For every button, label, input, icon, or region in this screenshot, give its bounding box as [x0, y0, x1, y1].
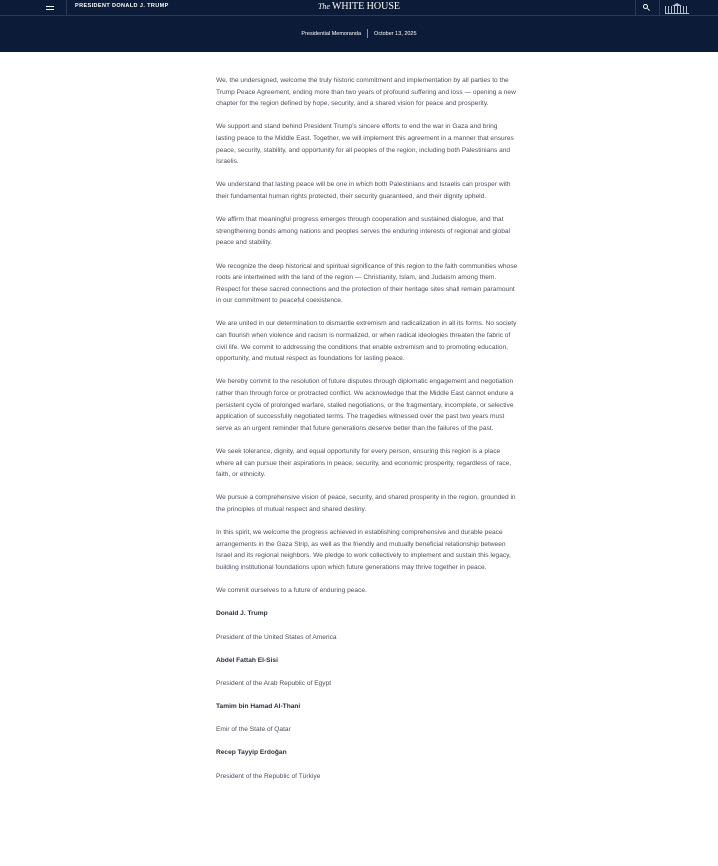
- body-paragraph: We hereby commit to the resolution of future disputes through diplomatic engagement and negotiation rather than through force or protracted conflict. We acknowledge that the Middle East cannot endure a persistent cycle of prolonged warfare, stalled negotiations, or the fragmentary, incomplete, or selective application of successfully negotiated terms. The tragedies witnessed over the past two years must serve as an urgent reminder that future generations deserve better than the failures of the past.: [216, 378, 514, 432]
- president-link[interactable]: PRESIDENT DONALD J. TRUMP: [75, 3, 169, 9]
- body-paragraph: We are united in our determination to dismantle extremism and radicalization in all its forms. No society can flourish when violence and racism is normalized, or when radical ideologies threaten the fabric of civil life. We commit to addressing the conditions that enable extremism and to promoting education, opportunity, and mutual respect as foundations for lasting peace.: [216, 320, 517, 363]
- white-house-emblem-icon: [665, 3, 689, 14]
- signatory-name: Recep Tayyip Erdoğan: [216, 749, 287, 757]
- top-bar: [0, 0, 718, 16]
- divider: [635, 0, 636, 16]
- article-date: October 13, 2025: [374, 30, 417, 37]
- body-paragraph: We recognize the deep historical and spiritual significance of this region to the faith communities whose roots are intertwined with the land of the region — Christianity, Islam, and Judaism among them. Respect for these sacred connections and the protection of their heritage sites shall remain paramount in our commitment to peaceful coexistence.: [216, 262, 518, 305]
- signatory-name: Tamim bin Hamad Al-Thani: [216, 703, 301, 711]
- body-paragraph: We support and stand behind President Trump's sincere efforts to end the war in Gaza and bring lasting peace to the Middle East. Together, we will implement this agreement in a manner that ensures peace, security, stability, and opportunity for all peoples of the region, including both Palestinians and Israelis.: [216, 123, 514, 166]
- signatory-title: President of the Arab Republic of Egypt: [216, 679, 332, 687]
- signatory-title: President of the Republic of Türkiye: [216, 772, 321, 780]
- body-paragraph: We commit ourselves to a future of enduring peace.: [216, 587, 367, 595]
- body-paragraph: We, the undersigned, welcome the truly historic commitment and implementation by all parties to the Trump Peace Agreement, ending more than two years of profound suffering and loss — opening a new chapter for the region defined by hope, security, and a shared vision for peace and prosperity.: [216, 77, 516, 108]
- signatory-name: Donald J. Trump: [216, 610, 268, 618]
- divider: [659, 0, 660, 16]
- logo-text: WHITE HOUSE: [331, 1, 401, 12]
- category-link[interactable]: Presidential Memoranda: [301, 30, 362, 37]
- site-header: [0, 0, 718, 52]
- body-paragraph: In this spirit, we welcome the progress achieved in establishing comprehensive and durable peace arrangements in the Gaza Strip, as well as the friendly and mutually beneficial relationship between Israel and its regional neighbors. We pledge to work collectively to implement and sustain this legacy, building institutional foundations upon which future generations may thrive together in peace.: [216, 529, 511, 571]
- signatory-name: Abdel Fattah El-Sisi: [216, 656, 278, 664]
- body-paragraph: We understand that lasting peace will be one in which both Palestinians and Israelis can prosper with their fundamental human rights protected, their security guaranteed, and their dignity upheld.: [216, 181, 511, 200]
- body-paragraph: We affirm that meaningful progress emerges through cooperation and sustained dialogue, and that strengthening bonds among nations and peoples serves the enduring interests of regional and global peace and stability.: [216, 216, 510, 247]
- site-logo[interactable]: [0, 0, 718, 14]
- logo-the: The: [317, 2, 330, 11]
- body-paragraph: We pursue a comprehensive vision of peace, security, and shared prosperity in the region, grounded in the principles of mutual respect and shared destiny.: [216, 494, 516, 513]
- signatory-title: Emir of the State of Qatar: [216, 726, 291, 734]
- article-meta: [0, 29, 718, 38]
- article-body: [216, 75, 518, 794]
- body-paragraph: We seek tolerance, dignity, and equal opportunity for every person, ensuring this region is a place where all can pursue their aspirations in peace, security, and economic prosperity, regardless of race, faith, or ethnicity.: [216, 448, 512, 479]
- search-icon[interactable]: [641, 2, 653, 14]
- meta-separator: [367, 29, 368, 38]
- signatory-title: President of the United States of America: [216, 633, 337, 641]
